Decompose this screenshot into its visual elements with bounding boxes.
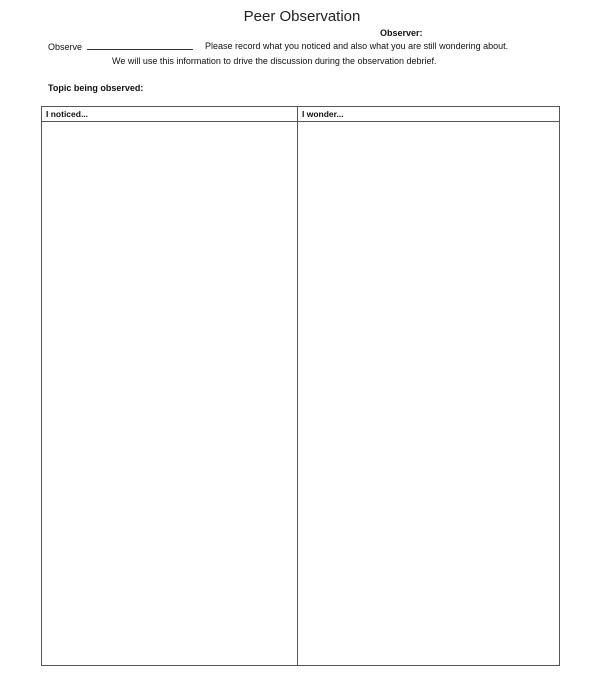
noticed-column-body[interactable] [42, 122, 297, 665]
observe-label: Observe [48, 42, 83, 52]
noticed-column [42, 107, 298, 665]
observe-row [48, 41, 509, 52]
wonder-column-body[interactable] [298, 122, 559, 665]
noticed-column-header: I noticed... [42, 107, 297, 122]
topic-label: Topic being observed: [48, 83, 144, 93]
observer-label: Observer: [380, 28, 423, 38]
observe-blank-line[interactable] [87, 41, 193, 50]
page-title: Peer Observation [243, 8, 361, 25]
wonder-column-header: I wonder... [298, 107, 559, 122]
wonder-column [298, 107, 559, 665]
instruction-line-1: Please record what you noticed and also what you are still wondering about. [205, 41, 509, 51]
instruction-line-2: We will use this information to drive the discussion during the observation debrief. [112, 56, 437, 66]
observation-table [41, 106, 560, 666]
